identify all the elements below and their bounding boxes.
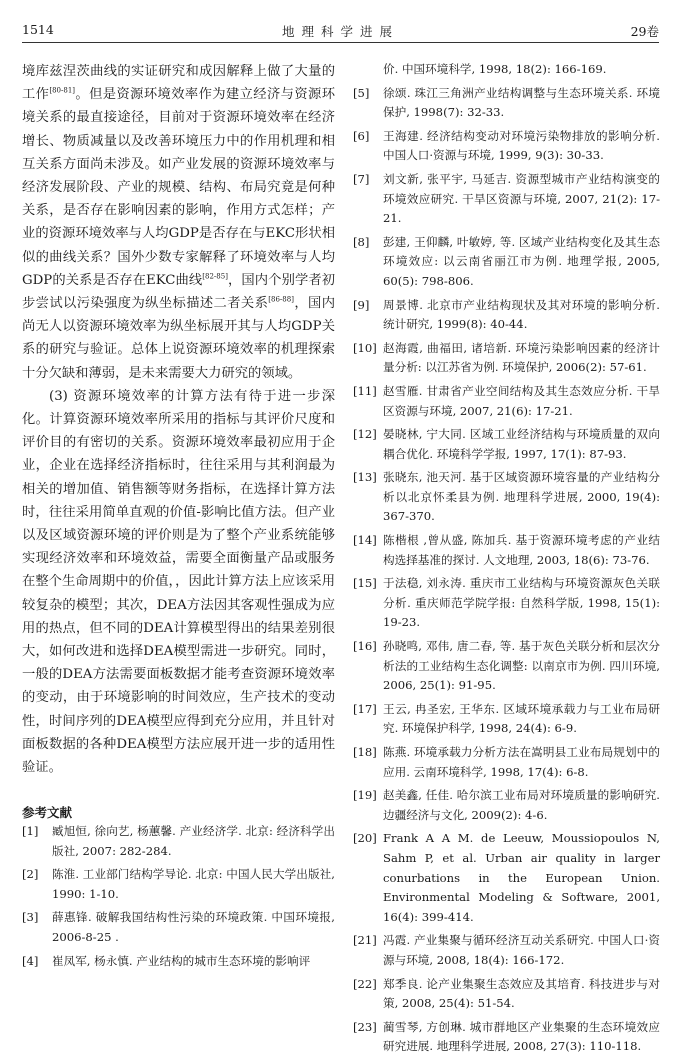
reference-number: [3]: [22, 910, 39, 925]
reference-number: [11]: [353, 383, 377, 398]
reference-text: 张晓东, 池天河. 基于区域资源环境容量的产业结构分析以北京怀柔县为例. 地理科学进展, 2000, 19(4): 367-370.: [383, 470, 660, 524]
reference-item: [22, 822, 335, 861]
reference-item: [22, 865, 335, 904]
reference-text: 周景博. 北京市产业结构现状及其对环境的影响分析. 统计研究, 1999(8): 40-44.: [383, 297, 660, 332]
reference-text: 陈燕. 环境承载力分析方法在嵩明县工业布局规划中的应用. 云南环境科学, 1998, 17(4): 6-8.: [383, 745, 660, 779]
references-right-list: [353, 60, 660, 1061]
para1-text-d: ，国内尚无人以资源环境效率为纵坐标展开其与人均GDP关系的研究与验证。总体上说资源环境效率的机理探索十分欠缺和薄弱，是未来需要大力研究的领域。: [22, 296, 336, 381]
paragraph-2: (3) 资源环境效率的计算方法有待于进一步深化。计算资源环境效率所采用的指标与其评价尺度和评价目的有密切的关系。资源环境效率最初应用于企业，企业在选择经济指标时，往往采用与其利润最为相关的增加值、销售额等财务指标，在选择计算方法时，往往采用简单直观的价值-影响比值方法。但产业以及区域资源环境的评价则是为了整个产业系统能够实现经济效率和环境效益，需要全面衡量产品或服务在整个生命周期中的价值，，因此计算方法上应该采用较复杂的模型；其次，DEA方法因其客观性强成为应用的热点，但不同的DEA计算模型得出的结果差别很大，如何改进和选择DEA模型需进一步研究。同时，一般的DEA方法需要面板数据才能考查资源环境效率的变动，由于环境影响的时间效应，生产技术的变动性，时间序列的DEA模型应得到充分应用，并且针对面板数据的各种DEA模型方法应展开进一步的适用性验证。: [22, 388, 335, 776]
reference-text: 于法稳, 刘永涛. 重庆市工业结构与环境资源灰色关联分析. 重庆师范学院学报: 自然科学版, 1998, 15(1): 19-23.: [383, 576, 660, 630]
reference-item: [353, 975, 660, 1014]
reference-item: [353, 829, 660, 927]
reference-text: 陈淮. 工业部门结构学导论. 北京: 中国人民大学出版社, 1990: 1-10.: [52, 867, 335, 901]
reference-text: 徐颂. 珠江三角洲产业结构调整与生态环境关系. 环境保护, 1998(7): 32-33.: [383, 85, 660, 120]
reference-number: [23]: [353, 1019, 377, 1034]
reference-number: [18]: [353, 745, 377, 759]
paragraph-1: [22, 60, 335, 385]
reference-text: 崔凤军, 杨永慎. 产业结构的城市生态环境的影响评: [52, 953, 311, 968]
reference-text: 孙晓鸣, 邓伟, 唐二春, 等. 基于灰色关联分析和层次分析法的工业结构生态化调整: 以南京市为例. 四川环境, 2006, 25(1): 91-95.: [383, 639, 660, 693]
reference-item: [353, 1018, 660, 1057]
reference-continuation: 价. 中国环境科学, 1998, 18(2): 166-169.: [383, 62, 607, 76]
reference-item: [353, 637, 660, 696]
para1-text-c: ，国内个别学者初步尝试以污染强度为纵坐标描述二者关系: [22, 272, 336, 312]
reference-item: [353, 127, 660, 166]
reference-number: [22]: [353, 976, 377, 991]
reference-item: [353, 531, 660, 570]
reference-number: [13]: [353, 470, 377, 485]
reference-text: 薛惠锋. 破解我国结构性污染的环境政策. 中国环境报, 2006-8-25 .: [52, 910, 335, 944]
reference-item: [22, 952, 335, 972]
citation-80-81: [80-81]: [49, 86, 76, 95]
reference-item: [353, 468, 660, 527]
reference-text: 刘文新, 张平宇, 马延吉. 资源型城市产业结构演变的环境效应研究. 干旱区资源与环境, 2007, 21(2): 17-21.: [383, 171, 660, 226]
para1-text-b: 。但是资源环境效率作为建立经济与资源环境关系的最直接途径，目前对于资源环境效率在经济增长、物质减量以及改善环境压力中的作用机理和相互关系方面尚未涉及。如产业发展的资源环境效率与经济发展阶段、产业的规模、结构、布局究竟是何种关系，是否存在影响因素的影响，作用方式怎样；产业的资源环境效率与人均GDP是否存在与EKC形状相似的曲线关系？国外少数专家解释了环境效率与人均GDP的关系是否存在EKC曲线: [22, 87, 336, 288]
reference-item: [353, 743, 660, 782]
references-left-list: [22, 822, 335, 975]
reference-number: [8]: [353, 234, 370, 249]
reference-item: [353, 339, 660, 378]
reference-number: [12]: [353, 427, 377, 442]
reference-text: 蔺雪琴, 方创琳. 城市群地区产业集聚的生态环境效应研究进展. 地理科学进展, 2008, 27(3): 110-118.: [383, 1019, 660, 1054]
reference-number: [17]: [353, 701, 377, 716]
reference-item: [353, 931, 660, 970]
journal-title: 地理科学进展: [281, 24, 399, 39]
reference-text: 彭建, 王仰麟, 叶敏婷, 等. 区域产业结构变化及其生态环境效应: 以云南省丽江市为例. 地理学报, 2005, 60(5): 798-806.: [383, 234, 660, 288]
reference-number: [19]: [353, 788, 377, 803]
reference-text: 郑季良. 论产业集聚生态效应及其培育. 科技进步与对策, 2008, 25(4): 51-54.: [383, 976, 660, 1011]
reference-item: [353, 84, 660, 123]
reference-number: [2]: [22, 867, 39, 882]
reference-text: 赵美鑫, 任佳. 哈尔滨工业布局对环境质量的影响研究. 边疆经济与文化, 2009(2): 4-6.: [383, 788, 660, 822]
reference-item: [353, 170, 660, 229]
reference-item: [353, 233, 660, 292]
page-number: 1514: [22, 22, 54, 37]
reference-number: [5]: [353, 85, 370, 100]
volume-label: 29卷: [630, 24, 659, 39]
reference-text: 冯霞. 产业集聚与循环经济互动关系研究. 中国人口·资源与环境, 2008, 18(4): 166-172.: [383, 933, 660, 967]
reference-text: 赵雪雁. 甘肃省产业空间结构及其生态效应分析. 干旱区资源与环境, 2007, 21(6): 17-21.: [383, 383, 660, 418]
reference-number: [1]: [22, 824, 39, 838]
reference-number: [4]: [22, 953, 39, 968]
references-heading: 参考文献: [22, 805, 73, 820]
reference-item: [353, 296, 660, 335]
reference-number: [10]: [353, 340, 377, 355]
reference-item: [353, 700, 660, 739]
reference-text: 赵海霞, 曲福田, 诸培新. 环境污染影响因素的经济计量分析: 以江苏省为例. 环境保护, 2006(2): 57-61.: [383, 340, 660, 375]
reference-item: [353, 786, 660, 825]
reference-number: [6]: [353, 128, 370, 143]
citation-82-85: [82-85]: [202, 272, 228, 281]
reference-number: [14]: [353, 533, 377, 548]
reference-number: [9]: [353, 297, 370, 312]
para1-text-a: 境库兹涅茨曲线的实证研究和成因解释上做了大量的工作: [22, 64, 335, 103]
reference-text: 王海建. 经济结构变动对环境污染物排放的影响分析. 中国人口·资源与环境, 1999, 9(3): 30-33.: [383, 128, 660, 163]
reference-item: [22, 908, 335, 947]
reference-number: [21]: [353, 933, 377, 948]
reference-text: 陈楷根 ,曾从盛, 陈加兵. 基于资源环境考虑的产业结构选择基准的探讨. 人文地理, 2003, 18(6): 73-76.: [383, 533, 660, 567]
reference-number: [16]: [353, 639, 377, 654]
reference-text: Frank A A M. de Leeuw, Moussiopoulos N, Sahm P, et al. Urban air quality in larger conurbations in the European Union. Environmental Modeling & Software, 2001, 16(4): 399-414.: [383, 831, 660, 924]
reference-text: 臧旭恒, 徐向艺, 杨蕙馨. 产业经济学. 北京: 经济科学出版社, 2007: 282-284.: [52, 824, 335, 858]
reference-item: [353, 382, 660, 421]
reference-number: [7]: [353, 171, 370, 186]
reference-text: 王云, 冉圣宏, 王华东. 区域环境承载力与工业布局研究. 环境保护科学, 1998, 24(4): 6-9.: [383, 701, 660, 736]
citation-86-88: [86-88]: [268, 295, 294, 304]
reference-number: [15]: [353, 576, 377, 591]
reference-text: 晏晓林, 宁大同. 区域工业经济结构与环境质量的双向耦合优化. 环境科学学报, 1997, 17(1): 87-93.: [383, 427, 660, 461]
left-column-body: [22, 60, 335, 779]
reference-item: [353, 425, 660, 464]
reference-item: [353, 574, 660, 633]
running-header: [22, 20, 659, 43]
reference-number: [20]: [353, 831, 377, 846]
